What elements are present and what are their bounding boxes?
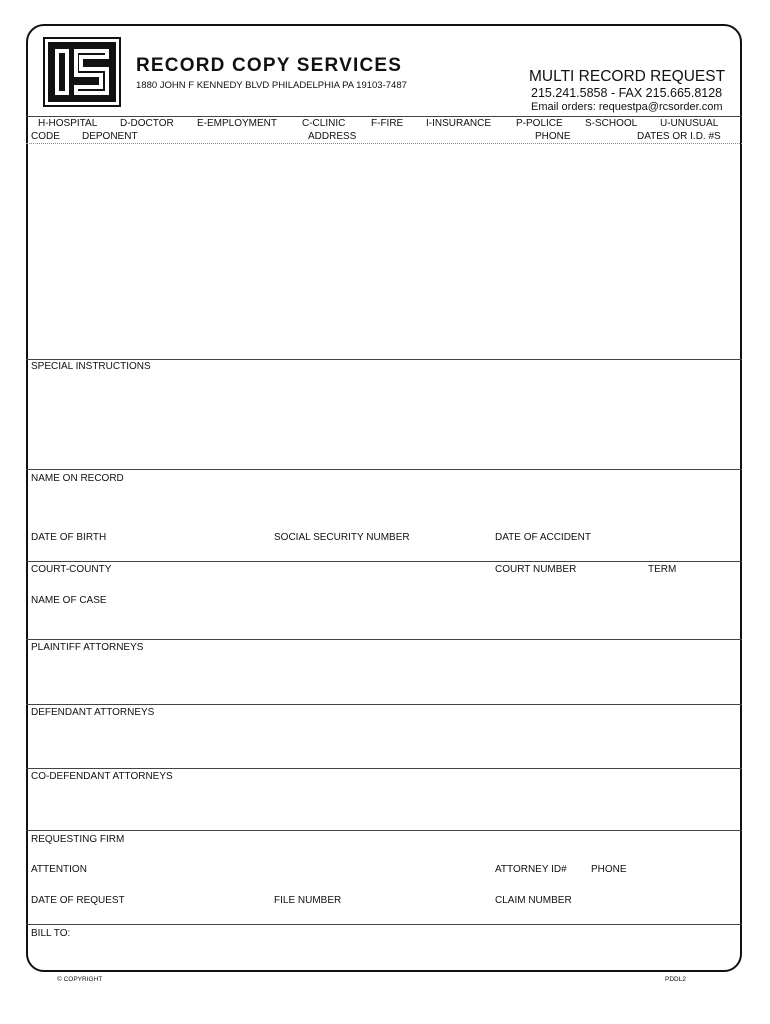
col-phone: PHONE — [535, 131, 571, 142]
date-of-birth-label: DATE OF BIRTH — [31, 532, 107, 543]
date-of-accident-label: DATE OF ACCIDENT — [495, 532, 591, 543]
order-email: Email orders: requestpa@rcsorder.com — [531, 101, 723, 113]
code-doctor: D-DOCTOR — [120, 118, 174, 129]
ssn-label: SOCIAL SECURITY NUMBER — [274, 532, 410, 543]
name-of-case-label: NAME OF CASE — [31, 595, 107, 606]
code-employment: E-EMPLOYMENT — [197, 118, 278, 129]
special-instructions-field[interactable] — [27, 375, 741, 467]
divider — [26, 768, 742, 769]
special-instructions-label: SPECIAL INSTRUCTIONS — [31, 361, 151, 372]
court-number-label: COURT NUMBER — [495, 564, 577, 575]
file-number-label: FILE NUMBER — [274, 895, 342, 906]
term-label: TERM — [648, 564, 677, 575]
divider — [26, 924, 742, 925]
columns-divider — [26, 143, 742, 144]
bill-to-label: BILL TO: — [31, 928, 71, 939]
col-dates-ids: DATES OR I.D. #S — [637, 131, 721, 142]
divider — [26, 639, 742, 640]
attorney-id-label: ATTORNEY ID# — [495, 864, 567, 875]
rcs-logo — [43, 37, 121, 107]
code-school: S-SCHOOL — [585, 118, 638, 129]
divider — [26, 561, 742, 562]
divider — [26, 469, 742, 470]
phone-label: PHONE — [591, 864, 627, 875]
company-name: RECORD COPY SERVICES — [136, 55, 403, 76]
phone-fax: 215.241.5858 - FAX 215.665.8128 — [531, 86, 723, 100]
col-address: ADDRESS — [308, 131, 357, 142]
divider — [26, 359, 742, 360]
requesting-firm-label: REQUESTING FIRM — [31, 834, 125, 845]
code-fire: F-FIRE — [371, 118, 404, 129]
deponent-entry-area[interactable] — [27, 145, 741, 358]
defendant-attorneys-label: DEFENDANT ATTORNEYS — [31, 707, 155, 718]
header-divider — [26, 116, 742, 117]
form-code: PDDL2 — [665, 976, 686, 983]
col-deponent: DEPONENT — [82, 131, 138, 142]
date-of-request-label: DATE OF REQUEST — [31, 895, 125, 906]
form-title: MULTI RECORD REQUEST — [529, 68, 726, 85]
court-county-label: COURT-COUNTY — [31, 564, 112, 575]
code-hospital: H-HOSPITAL — [38, 118, 98, 129]
code-police: P-POLICE — [516, 118, 563, 129]
plaintiff-attorneys-label: PLAINTIFF ATTORNEYS — [31, 642, 144, 653]
code-clinic: C-CLINIC — [302, 118, 346, 129]
claim-number-label: CLAIM NUMBER — [495, 895, 572, 906]
copyright-notice: © COPYRIGHT — [57, 976, 103, 983]
divider — [26, 704, 742, 705]
name-on-record-label: NAME ON RECORD — [31, 473, 124, 484]
code-insurance: I-INSURANCE — [426, 118, 492, 129]
code-unusual: U-UNUSUAL — [660, 118, 719, 129]
company-address: 1880 JOHN F KENNEDY BLVD PHILADELPHIA PA 19103-7487 — [136, 80, 407, 91]
col-code: CODE — [31, 131, 60, 142]
divider — [26, 830, 742, 831]
attention-label: ATTENTION — [31, 864, 87, 875]
co-defendant-attorneys-label: CO-DEFENDANT ATTORNEYS — [31, 771, 173, 782]
